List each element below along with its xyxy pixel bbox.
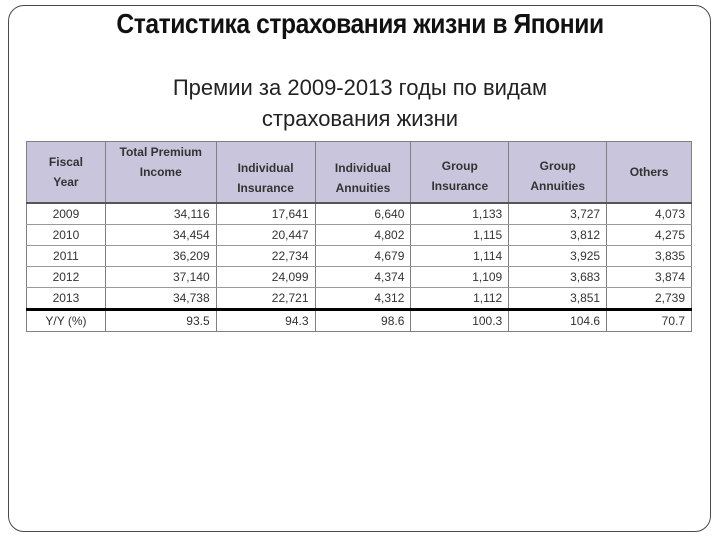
subtitle-line-1: Премии за 2009-2013 годы по видам [172, 75, 548, 100]
cell-group-insurance: 1,109 [411, 267, 509, 288]
subtitle [0, 72, 720, 134]
cell-individual-insurance: 24,099 [216, 267, 315, 288]
cell-group-annuities: 3,683 [509, 267, 607, 288]
cell-individual-annuities: 4,374 [315, 267, 411, 288]
premiums-table [26, 141, 692, 332]
cell-total: 34,116 [105, 203, 216, 225]
cell-total: 36,209 [105, 246, 216, 267]
cell-others: 3,874 [607, 267, 692, 288]
subtitle-line-2: страхования жизни [261, 106, 459, 131]
cell-individual-insurance: 17,641 [216, 203, 315, 225]
cell-group-annuities: 3,812 [509, 225, 607, 246]
table-header-row [27, 142, 692, 204]
header-group-annuities: Group Annuities [509, 142, 607, 204]
header-group-insurance: Group Insurance [411, 142, 509, 204]
cell-others: 4,073 [607, 203, 692, 225]
cell-total: 37,140 [105, 267, 216, 288]
slide-title: Статистика страхования жизни в Японии [116, 8, 604, 39]
cell-yoy-label: Y/Y (%) [27, 310, 106, 332]
cell-individual-annuities: 4,312 [315, 288, 411, 310]
cell-year: 2012 [27, 267, 106, 288]
cell-year: 2009 [27, 203, 106, 225]
cell-others: 4,275 [607, 225, 692, 246]
cell-yoy-individual-annuities: 98.6 [315, 310, 411, 332]
cell-year: 2013 [27, 288, 106, 310]
cell-year: 2010 [27, 225, 106, 246]
cell-group-insurance: 1,115 [411, 225, 509, 246]
cell-year: 2011 [27, 246, 106, 267]
cell-individual-annuities: 6,640 [315, 203, 411, 225]
cell-individual-insurance: 20,447 [216, 225, 315, 246]
cell-individual-annuities: 4,802 [315, 225, 411, 246]
table-row [27, 203, 692, 225]
cell-group-insurance: 1,133 [411, 203, 509, 225]
header-individual-annuities: Individual Annuities [315, 142, 411, 204]
premiums-table-container [26, 141, 692, 332]
cell-individual-annuities: 4,679 [315, 246, 411, 267]
table-row [27, 288, 692, 310]
cell-yoy-total: 93.5 [105, 310, 216, 332]
cell-group-annuities: 3,727 [509, 203, 607, 225]
header-individual-insurance: Individual Insurance [216, 142, 315, 204]
cell-group-annuities: 3,925 [509, 246, 607, 267]
cell-yoy-individual-insurance: 94.3 [216, 310, 315, 332]
header-others: Others [607, 142, 692, 204]
cell-others: 2,739 [607, 288, 692, 310]
cell-yoy-group-insurance: 100.3 [411, 310, 509, 332]
cell-individual-insurance: 22,721 [216, 288, 315, 310]
cell-group-annuities: 3,851 [509, 288, 607, 310]
header-fiscal-year: Fiscal Year [27, 142, 106, 204]
table-row [27, 246, 692, 267]
table-row [27, 267, 692, 288]
cell-yoy-group-annuities: 104.6 [509, 310, 607, 332]
cell-group-insurance: 1,112 [411, 288, 509, 310]
cell-yoy-others: 70.7 [607, 310, 692, 332]
cell-group-insurance: 1,114 [411, 246, 509, 267]
cell-total: 34,738 [105, 288, 216, 310]
header-total-premium-income: Total Premium Income [105, 142, 216, 204]
cell-total: 34,454 [105, 225, 216, 246]
cell-individual-insurance: 22,734 [216, 246, 315, 267]
cell-others: 3,835 [607, 246, 692, 267]
table-row [27, 225, 692, 246]
table-row-yoy [27, 310, 692, 332]
